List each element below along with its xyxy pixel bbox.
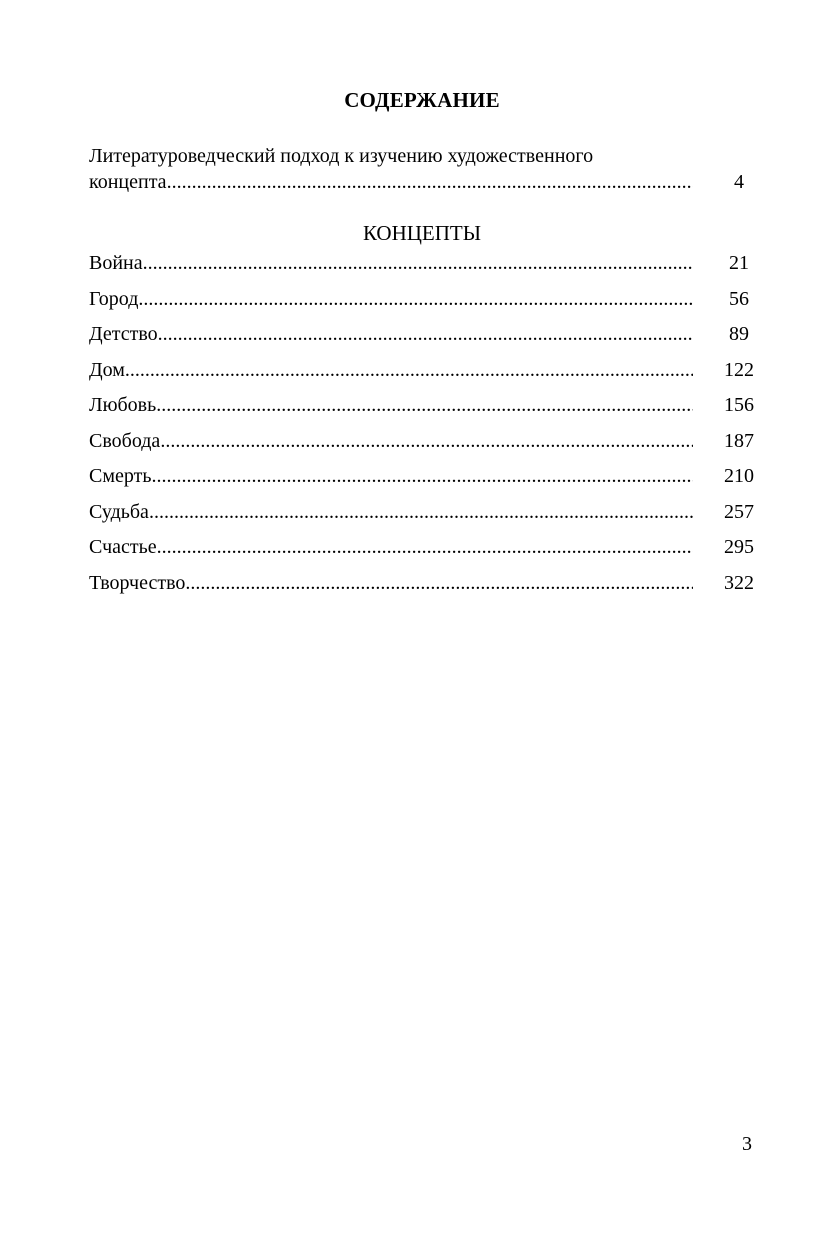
dot-leader — [149, 501, 693, 524]
toc-entry[interactable] — [89, 465, 759, 501]
toc-entry-label: Город — [89, 287, 139, 310]
dot-leader — [167, 169, 693, 195]
toc-entry[interactable] — [89, 252, 759, 288]
dot-leader — [125, 359, 693, 382]
toc-entry-intro-title-line1: Литературоведческий подход к изучению художественного — [89, 145, 594, 167]
toc-entry-label: Свобода — [89, 429, 161, 452]
page-title: СОДЕРЖАНИЕ — [344, 88, 500, 112]
toc-entry-label: Счастье — [89, 536, 157, 558]
dot-leader — [160, 430, 693, 453]
toc-entry[interactable] — [89, 572, 759, 608]
dot-leader — [138, 288, 693, 311]
toc-entry-label: Творчество — [89, 571, 186, 594]
toc-entry-label: Смерть — [89, 465, 152, 487]
dot-leader — [156, 394, 693, 417]
toc-entry-page: 89 — [729, 323, 749, 345]
toc-entry-page: 257 — [724, 500, 754, 523]
toc-entry[interactable] — [89, 430, 759, 466]
section-heading-concepts: КОНЦЕПТЫ — [362, 221, 482, 245]
toc-entry-label: Дом — [89, 358, 125, 381]
toc-entry-page: 21 — [729, 252, 749, 274]
concept-list — [89, 252, 759, 607]
toc-entry-intro[interactable] — [89, 143, 759, 195]
toc-entry-page: 322 — [724, 571, 754, 594]
dot-leader — [143, 252, 693, 275]
toc-entry[interactable] — [89, 536, 759, 572]
toc-entry[interactable] — [89, 359, 759, 395]
toc-entry-page: 187 — [724, 429, 754, 452]
page-number: 3 — [742, 1133, 752, 1155]
toc-entry-intro-row — [89, 169, 759, 195]
dot-leader — [157, 536, 693, 559]
toc-entry[interactable] — [89, 288, 759, 324]
toc-entry[interactable] — [89, 323, 759, 359]
toc-entry[interactable] — [89, 394, 759, 430]
toc-entry-label: Война — [89, 252, 143, 274]
dot-leader — [185, 572, 693, 595]
toc-entry[interactable] — [89, 501, 759, 537]
toc-entry-label: Любовь — [89, 394, 157, 416]
toc-entry-page: 122 — [724, 358, 754, 381]
dot-leader — [151, 465, 693, 488]
toc-entry-intro-page: 4 — [734, 171, 744, 193]
toc-entry-page: 210 — [724, 465, 754, 487]
toc-entry-intro-title-line2: концепта — [89, 171, 167, 193]
dot-leader — [158, 323, 693, 346]
toc-entry-label: Детство — [89, 323, 158, 345]
toc-entry-page: 295 — [724, 536, 754, 558]
toc-entry-page: 56 — [729, 287, 749, 310]
toc-entry-page: 156 — [724, 394, 754, 416]
toc-entry-label: Судьба — [89, 500, 149, 523]
